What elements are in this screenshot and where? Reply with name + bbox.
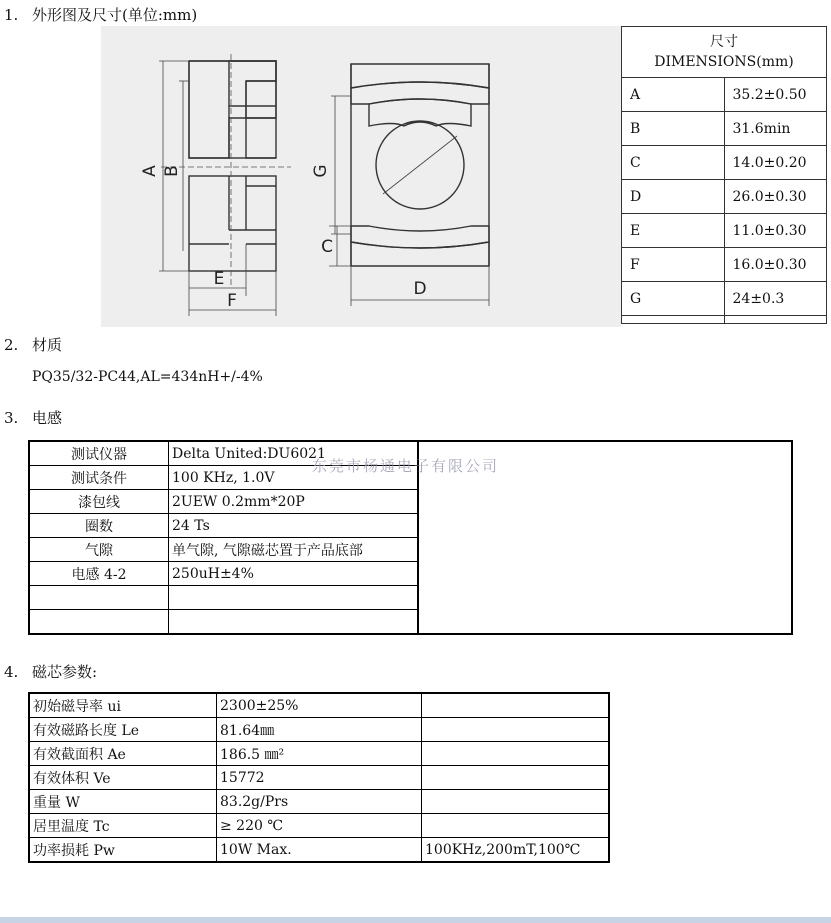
dimension-value: 24±0.3 xyxy=(724,282,827,316)
inductance-key: 测试条件 xyxy=(29,466,169,490)
inductance-key xyxy=(29,610,169,635)
inductance-key: 圈数 xyxy=(29,514,169,538)
param-value: 15772 xyxy=(217,766,422,790)
dimension-row xyxy=(622,112,827,146)
dim-label-c: C xyxy=(321,237,333,257)
core-parameters-table xyxy=(28,692,610,863)
param-note xyxy=(422,766,610,790)
inductance-value: 24 Ts xyxy=(169,514,419,538)
inductance-value: 单气隙, 气隙磁芯置于产品底部 xyxy=(169,538,419,562)
dim-label-d: D xyxy=(413,279,427,299)
page-bottom-bar xyxy=(0,917,831,923)
param-value: 186.5 ㎜² xyxy=(217,742,422,766)
param-key: 功率损耗 Pw xyxy=(29,838,217,863)
table-row xyxy=(29,718,609,742)
dimension-value: 26.0±0.30 xyxy=(724,180,827,214)
dimension-label: E xyxy=(622,214,725,248)
dim-label-f: F xyxy=(227,291,237,311)
dimension-label: F xyxy=(622,248,725,282)
inductance-value: 2UEW 0.2mm*20P xyxy=(169,490,419,514)
dimension-label: A xyxy=(622,78,725,112)
inductance-key: 电感 4-2 xyxy=(29,562,169,586)
company-watermark: 东莞市杨通电子有限公司 xyxy=(312,457,500,475)
dimensions-header-cn: 尺寸 xyxy=(710,34,738,50)
section-3-heading xyxy=(4,407,62,428)
inductance-value: Delta United:DU6021 xyxy=(169,441,419,466)
table-row xyxy=(29,693,609,718)
dim-label-e: E xyxy=(213,269,225,289)
dimension-row xyxy=(622,214,827,248)
core-drawing-svg xyxy=(101,26,621,327)
inductance-key: 漆包线 xyxy=(29,490,169,514)
inductance-key: 气隙 xyxy=(29,538,169,562)
dimension-value: 16.0±0.30 xyxy=(724,248,827,282)
inductance-value xyxy=(169,610,419,635)
dimension-row xyxy=(622,282,827,316)
param-value: 10W Max. xyxy=(217,838,422,863)
section-number: 2. xyxy=(4,336,19,354)
param-key: 有效磁路长度 Le xyxy=(29,718,217,742)
param-note xyxy=(422,693,610,718)
table-row xyxy=(29,742,609,766)
dimension-label: C xyxy=(622,146,725,180)
param-key: 有效截面积 Ae xyxy=(29,742,217,766)
dimension-row xyxy=(622,146,827,180)
core-drawing xyxy=(101,26,621,327)
dimensions-header-row xyxy=(622,27,827,78)
section-1-heading xyxy=(4,4,197,25)
dimensions-header-en: DIMENSIONS(mm) xyxy=(654,54,794,70)
dimension-value: 14.0±0.20 xyxy=(724,146,827,180)
section-number: 4. xyxy=(4,663,19,681)
section-title: 材质 xyxy=(32,336,63,354)
inductance-value: 100 KHz, 1.0V xyxy=(169,466,419,490)
dimensions-table xyxy=(621,26,827,324)
dimension-label: D xyxy=(622,180,725,214)
inductance-value: 250uH±4% xyxy=(169,562,419,586)
param-key: 居里温度 Tc xyxy=(29,814,217,838)
param-key: 重量 W xyxy=(29,790,217,814)
param-value: 2300±25% xyxy=(217,693,422,718)
param-value: 81.64㎜ xyxy=(217,718,422,742)
dim-label-g: G xyxy=(311,164,331,178)
table-row xyxy=(29,814,609,838)
dimension-label: G xyxy=(622,282,725,316)
param-note xyxy=(422,742,610,766)
section-title: 外形图及尺寸(单位:mm) xyxy=(32,6,198,24)
section-title: 磁芯参数: xyxy=(32,663,98,681)
inductance-value xyxy=(169,586,419,610)
param-note xyxy=(422,790,610,814)
section-2-heading xyxy=(4,334,62,355)
dimension-value: 31.6min xyxy=(724,112,827,146)
dimension-value: 11.0±0.30 xyxy=(724,214,827,248)
dimension-row xyxy=(622,248,827,282)
section-number: 1. xyxy=(4,6,19,24)
param-note: 100KHz,200mT,100℃ xyxy=(422,838,610,863)
material-text: PQ35/32-PC44,AL=434nH+/-4% xyxy=(32,369,263,385)
param-key: 有效体积 Ve xyxy=(29,766,217,790)
param-key: 初始磁导率 ui xyxy=(29,693,217,718)
table-row xyxy=(29,790,609,814)
table-row xyxy=(29,838,609,863)
dimension-value: 35.2±0.50 xyxy=(724,78,827,112)
dimension-row xyxy=(622,78,827,112)
dimension-row-empty xyxy=(622,316,827,324)
param-value: 83.2g/Prs xyxy=(217,790,422,814)
dimension-label: B xyxy=(622,112,725,146)
dim-label-a: A xyxy=(140,165,160,177)
inductance-key: 测试仪器 xyxy=(29,441,169,466)
inductance-key xyxy=(29,586,169,610)
section-4-heading xyxy=(4,661,97,682)
dim-label-b: B xyxy=(162,165,182,177)
param-note xyxy=(422,814,610,838)
table-row xyxy=(29,766,609,790)
param-note xyxy=(422,718,610,742)
param-value: ≥ 220 ℃ xyxy=(217,814,422,838)
section-title: 电感 xyxy=(32,409,63,427)
dimensions-header xyxy=(622,27,827,78)
section-number: 3. xyxy=(4,409,19,427)
dimension-row xyxy=(622,180,827,214)
